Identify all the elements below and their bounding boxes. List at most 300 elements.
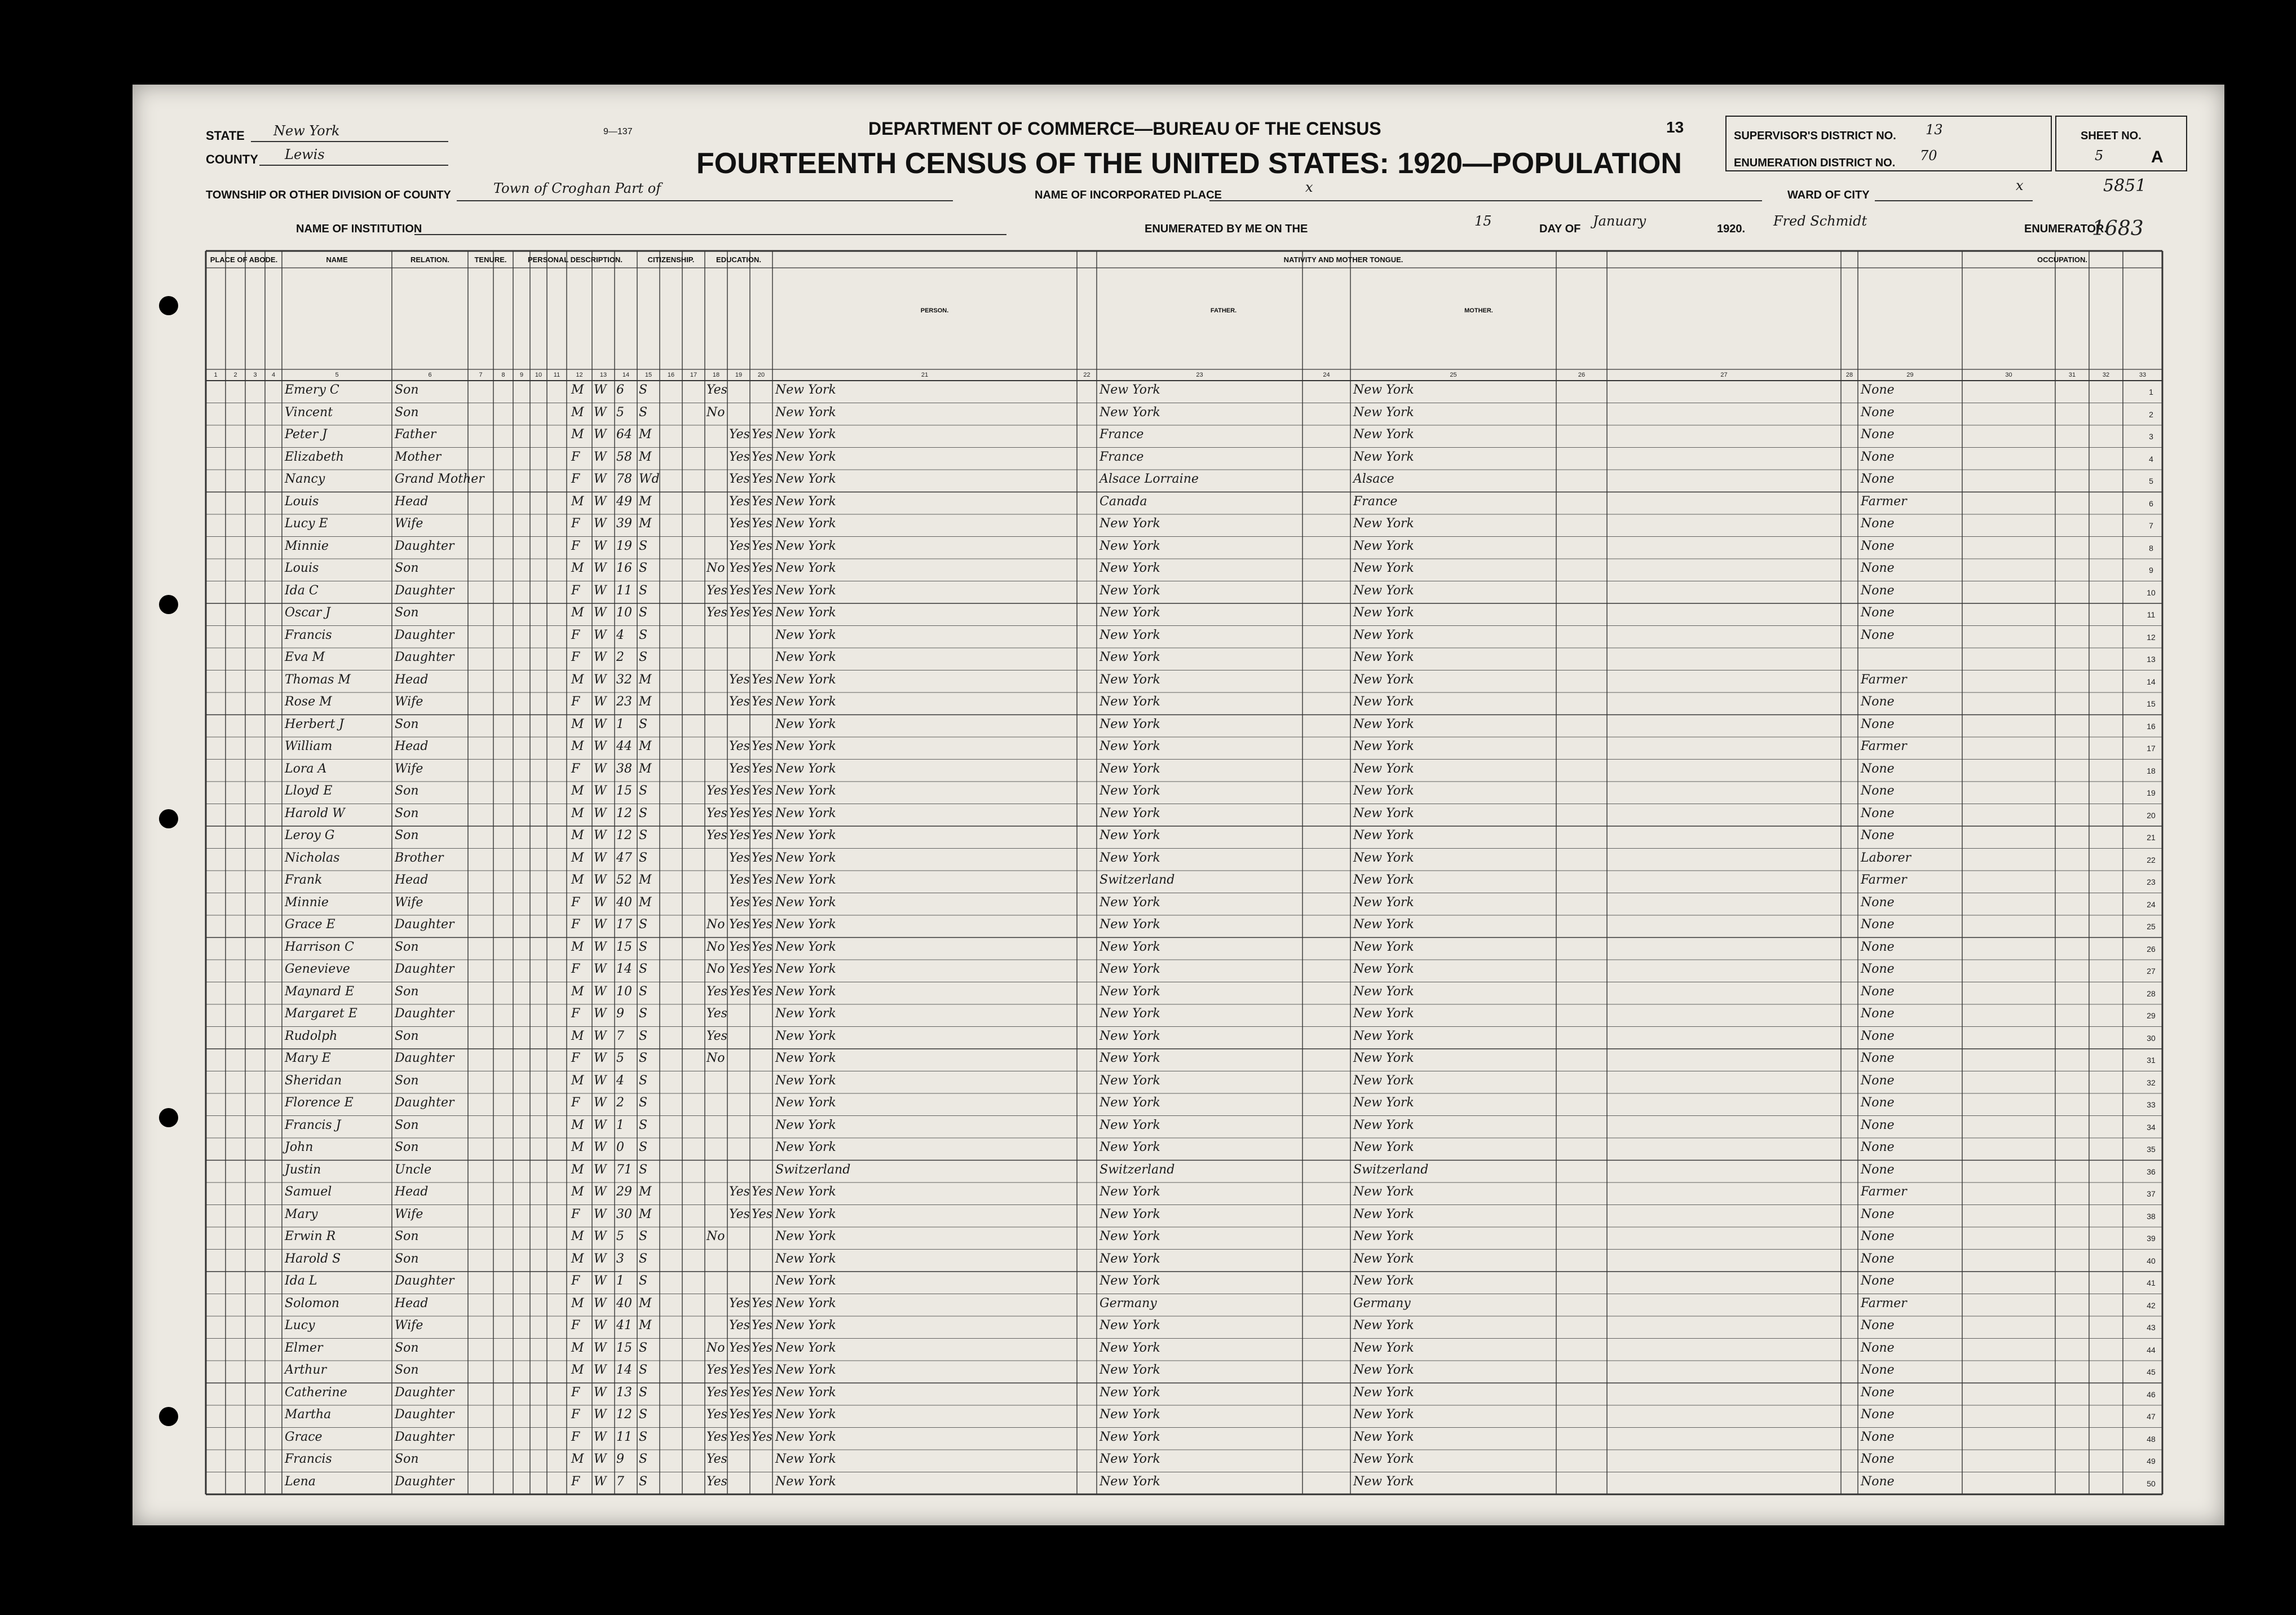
- punch-hole: [159, 1407, 178, 1426]
- read-cell: Yes: [729, 806, 750, 820]
- birthplace-cell: New York: [775, 784, 836, 798]
- write-cell: Yes: [752, 672, 772, 687]
- birthplace-cell: New York: [775, 828, 836, 842]
- mother-birthplace-cell: New York: [1353, 606, 1414, 620]
- mother-birthplace-cell: New York: [1353, 628, 1414, 642]
- father-birthplace-cell: New York: [1100, 917, 1160, 932]
- name-cell: Frank: [285, 873, 323, 887]
- marital-cell: M: [639, 1185, 652, 1199]
- relation-cell: Son: [395, 828, 419, 842]
- birthplace-cell: New York: [775, 628, 836, 642]
- race-cell: W: [594, 1429, 607, 1444]
- race-cell: W: [594, 1051, 607, 1065]
- marital-cell: S: [639, 561, 648, 575]
- relation-cell: Daughter: [395, 1429, 454, 1444]
- marital-cell: S: [639, 1251, 648, 1266]
- relation-cell: Wife: [395, 1207, 423, 1221]
- relation-cell: Son: [395, 383, 419, 397]
- marital-cell: S: [639, 1385, 648, 1400]
- school-cell: Yes: [707, 1474, 727, 1489]
- name-cell: Francis: [285, 628, 332, 642]
- occupation-cell: None: [1861, 784, 1895, 798]
- sex-cell: M: [571, 1229, 584, 1243]
- occupation-cell: None: [1861, 1096, 1895, 1110]
- sex-cell: M: [571, 1452, 584, 1466]
- sex-cell: F: [571, 695, 580, 709]
- incorporated-label: NAME OF INCORPORATED PLACE: [1035, 189, 1222, 201]
- name-cell: Catherine: [285, 1385, 347, 1400]
- name-cell: Minnie: [285, 895, 329, 910]
- row-number-right: 15: [2147, 699, 2156, 708]
- race-cell: W: [594, 1385, 607, 1400]
- mother-birthplace-cell: New York: [1353, 939, 1414, 954]
- race-cell: W: [594, 761, 607, 776]
- relation-cell: Head: [395, 494, 429, 509]
- sex-cell: F: [571, 650, 580, 664]
- column-number: 10: [535, 372, 542, 378]
- birthplace-cell: New York: [775, 650, 836, 664]
- relation-cell: Son: [395, 561, 419, 575]
- birthplace-cell: New York: [775, 1029, 836, 1043]
- race-cell: W: [594, 1207, 607, 1221]
- row-number-right: 48: [2147, 1434, 2156, 1444]
- relation-cell: Son: [395, 405, 419, 420]
- relation-cell: Father: [395, 427, 436, 442]
- occupation-cell: Farmer: [1861, 873, 1907, 887]
- occupation-cell: None: [1861, 472, 1895, 486]
- name-cell: Rose M: [285, 695, 332, 709]
- occupation-cell: None: [1861, 1340, 1895, 1355]
- birthplace-cell: New York: [775, 1385, 836, 1400]
- marital-cell: M: [639, 517, 652, 531]
- sex-cell: M: [571, 1296, 584, 1310]
- name-cell: Lora A: [285, 761, 327, 776]
- name-cell: Arthur: [285, 1363, 327, 1377]
- column-number: 33: [2139, 372, 2147, 378]
- name-cell: Elizabeth: [285, 449, 344, 464]
- school-cell: No: [707, 405, 725, 420]
- column-number: 15: [644, 372, 652, 378]
- mother-birthplace-cell: New York: [1353, 962, 1414, 976]
- age-cell: 9: [616, 1007, 624, 1021]
- race-cell: W: [594, 784, 607, 798]
- mother-birthplace-cell: New York: [1353, 1452, 1414, 1466]
- relation-cell: Daughter: [395, 1096, 454, 1110]
- father-birthplace-cell: New York: [1100, 695, 1160, 709]
- occupation-cell: None: [1861, 1474, 1895, 1489]
- write-cell: Yes: [752, 1318, 772, 1332]
- occupation-cell: None: [1861, 917, 1895, 932]
- school-cell: No: [707, 962, 725, 976]
- marital-cell: S: [639, 628, 648, 642]
- occupation-cell: None: [1861, 1318, 1895, 1332]
- age-cell: 15: [616, 784, 632, 798]
- marital-cell: S: [639, 1363, 648, 1377]
- race-cell: W: [594, 1407, 607, 1422]
- age-cell: 10: [616, 606, 632, 620]
- race-cell: W: [594, 1096, 607, 1110]
- birthplace-cell: New York: [775, 1096, 836, 1110]
- sex-cell: F: [571, 1274, 580, 1288]
- row-number-right: 17: [2147, 744, 2156, 753]
- column-number: 7: [479, 372, 483, 378]
- relation-cell: Son: [395, 1073, 419, 1088]
- occupation-cell: Laborer: [1861, 850, 1911, 865]
- row-number-right: 29: [2147, 1011, 2156, 1020]
- occupation-cell: None: [1861, 1207, 1895, 1221]
- marital-cell: S: [639, 1007, 648, 1021]
- marital-cell: M: [639, 739, 652, 753]
- father-birthplace-cell: New York: [1100, 672, 1160, 687]
- write-cell: Yes: [752, 850, 772, 865]
- read-cell: Yes: [729, 984, 750, 999]
- race-cell: W: [594, 472, 607, 486]
- race-cell: W: [594, 606, 607, 620]
- father-birthplace-cell: Alsace Lorraine: [1100, 472, 1199, 486]
- group-header: OCCUPATION.: [2037, 255, 2088, 264]
- race-cell: W: [594, 383, 607, 397]
- birthplace-cell: New York: [775, 1407, 836, 1422]
- school-cell: Yes: [707, 1007, 727, 1021]
- father-birthplace-cell: New York: [1100, 739, 1160, 753]
- read-cell: Yes: [729, 873, 750, 887]
- father-birthplace-cell: New York: [1100, 806, 1160, 820]
- mother-birthplace-cell: New York: [1353, 761, 1414, 776]
- marital-cell: S: [639, 917, 648, 932]
- read-cell: Yes: [729, 606, 750, 620]
- incorporated-line: [1209, 200, 1762, 201]
- write-cell: Yes: [752, 427, 772, 442]
- birthplace-cell: New York: [775, 1185, 836, 1199]
- row-number-right: 12: [2147, 632, 2156, 642]
- occupation-cell: None: [1861, 1029, 1895, 1043]
- relation-cell: Son: [395, 984, 419, 999]
- write-cell: Yes: [752, 1407, 772, 1422]
- father-birthplace-cell: New York: [1100, 405, 1160, 420]
- occupation-cell: None: [1861, 1274, 1895, 1288]
- mother-birthplace-cell: New York: [1353, 1118, 1414, 1132]
- name-cell: Francis: [285, 1452, 332, 1466]
- sex-cell: F: [571, 1007, 580, 1021]
- occupation-cell: None: [1861, 717, 1895, 731]
- occupation-cell: None: [1861, 583, 1895, 598]
- race-cell: W: [594, 1118, 607, 1132]
- row-number-right: 40: [2147, 1256, 2156, 1265]
- school-cell: No: [707, 1051, 725, 1065]
- age-cell: 13: [616, 1385, 632, 1400]
- school-cell: Yes: [707, 583, 727, 598]
- age-cell: 30: [616, 1207, 632, 1221]
- age-cell: 78: [616, 472, 632, 486]
- row-number-right: 1: [2149, 387, 2153, 396]
- occupation-cell: None: [1861, 806, 1895, 820]
- sex-cell: F: [571, 1096, 580, 1110]
- marital-cell: S: [639, 1274, 648, 1288]
- birthplace-cell: New York: [775, 1118, 836, 1132]
- occupation-cell: None: [1861, 828, 1895, 842]
- name-cell: Mary: [285, 1207, 318, 1221]
- age-cell: 9: [616, 1452, 624, 1466]
- relation-cell: Daughter: [395, 1385, 454, 1400]
- read-cell: Yes: [729, 517, 750, 531]
- write-cell: Yes: [752, 895, 772, 910]
- father-birthplace-cell: New York: [1100, 1274, 1160, 1288]
- row-number-right: 8: [2149, 543, 2153, 553]
- father-birthplace-cell: New York: [1100, 1429, 1160, 1444]
- age-cell: 0: [616, 1140, 624, 1154]
- column-number: 22: [1083, 372, 1090, 378]
- mother-birthplace-cell: New York: [1353, 449, 1414, 464]
- birthplace-cell: New York: [775, 583, 836, 598]
- name-cell: Oscar J: [285, 606, 331, 620]
- birthplace-cell: New York: [775, 717, 836, 731]
- county-line: [259, 165, 448, 166]
- father-birthplace-cell: New York: [1100, 939, 1160, 954]
- race-cell: W: [594, 628, 607, 642]
- occupation-cell: None: [1861, 405, 1895, 420]
- occupation-cell: None: [1861, 695, 1895, 709]
- occupation-cell: None: [1861, 1162, 1895, 1177]
- school-cell: Yes: [707, 383, 727, 397]
- read-cell: Yes: [729, 449, 750, 464]
- column-number: 26: [1578, 372, 1586, 378]
- school-cell: Yes: [707, 1429, 727, 1444]
- relation-cell: Wife: [395, 517, 423, 531]
- relation-cell: Daughter: [395, 583, 454, 598]
- father-birthplace-cell: New York: [1100, 517, 1160, 531]
- name-cell: John: [285, 1140, 314, 1154]
- sex-cell: F: [571, 583, 580, 598]
- group-header: NAME: [326, 255, 348, 264]
- mother-birthplace-cell: New York: [1353, 539, 1414, 553]
- birthplace-cell: New York: [775, 427, 836, 442]
- name-cell: Lena: [285, 1474, 316, 1489]
- sex-cell: F: [571, 449, 580, 464]
- marital-cell: S: [639, 962, 648, 976]
- read-cell: Yes: [729, 1407, 750, 1422]
- ward-value: x: [2016, 178, 2024, 193]
- sheet-letter: A: [2151, 148, 2163, 166]
- birthplace-cell: New York: [775, 561, 836, 575]
- group-header: EDUCATION.: [716, 255, 761, 264]
- birthplace-cell: New York: [775, 405, 836, 420]
- row-number-right: 45: [2147, 1367, 2156, 1376]
- row-number-right: 24: [2147, 899, 2156, 909]
- column-number: 27: [1720, 372, 1728, 378]
- relation-cell: Daughter: [395, 628, 454, 642]
- state-line: [251, 141, 448, 142]
- marital-cell: S: [639, 539, 648, 553]
- birthplace-cell: New York: [775, 850, 836, 865]
- sex-cell: F: [571, 1318, 580, 1332]
- age-cell: 23: [616, 695, 632, 709]
- occupation-cell: None: [1861, 1452, 1895, 1466]
- mother-birthplace-cell: New York: [1353, 895, 1414, 910]
- school-cell: No: [707, 561, 725, 575]
- name-cell: Florence E: [285, 1096, 354, 1110]
- enumeration-value: 70: [1920, 148, 1937, 164]
- father-birthplace-cell: New York: [1100, 1118, 1160, 1132]
- write-cell: Yes: [752, 583, 772, 598]
- column-number: 13: [599, 372, 607, 378]
- write-cell: Yes: [752, 449, 772, 464]
- birthplace-cell: New York: [775, 895, 836, 910]
- mother-birthplace-cell: New York: [1353, 784, 1414, 798]
- race-cell: W: [594, 1073, 607, 1088]
- school-cell: Yes: [707, 984, 727, 999]
- row-number-right: 25: [2147, 922, 2156, 931]
- age-cell: 52: [616, 873, 632, 887]
- occupation-cell: Farmer: [1861, 494, 1907, 509]
- marital-cell: M: [639, 1207, 652, 1221]
- father-birthplace-cell: New York: [1100, 539, 1160, 553]
- name-cell: Justin: [285, 1162, 321, 1177]
- occupation-cell: None: [1861, 895, 1895, 910]
- column-number: 31: [2068, 372, 2076, 378]
- row-number-right: 37: [2147, 1189, 2156, 1198]
- sex-cell: M: [571, 939, 584, 954]
- row-number-right: 19: [2147, 788, 2156, 797]
- father-birthplace-cell: New York: [1100, 1385, 1160, 1400]
- marital-cell: S: [639, 383, 648, 397]
- row-number-right: 31: [2147, 1056, 2156, 1065]
- sheet-label: SHEET NO.: [2081, 130, 2142, 142]
- row-number-right: 2: [2149, 409, 2153, 419]
- name-cell: Martha: [285, 1407, 332, 1422]
- enumerator-label: ENUMERATOR.: [2024, 223, 2108, 235]
- sex-cell: M: [571, 1073, 584, 1088]
- ward-line: [1875, 200, 2033, 201]
- school-cell: Yes: [707, 828, 727, 842]
- column-number: 25: [1450, 372, 1457, 378]
- relation-cell: Wife: [395, 895, 423, 910]
- row-number-right: 36: [2147, 1167, 2156, 1176]
- father-birthplace-cell: New York: [1100, 1474, 1160, 1489]
- age-cell: 19: [616, 539, 632, 553]
- occupation-cell: None: [1861, 1363, 1895, 1377]
- birthplace-cell: New York: [775, 939, 836, 954]
- age-cell: 40: [616, 1296, 632, 1310]
- row-number-right: 21: [2147, 833, 2156, 842]
- father-birthplace-cell: New York: [1100, 1251, 1160, 1266]
- mother-birthplace-cell: New York: [1353, 1385, 1414, 1400]
- occupation-cell: None: [1861, 606, 1895, 620]
- occupation-cell: None: [1861, 383, 1895, 397]
- nativity-subheader: FATHER.: [1210, 307, 1237, 314]
- birthplace-cell: New York: [775, 1296, 836, 1310]
- marital-cell: S: [639, 1407, 648, 1422]
- mother-birthplace-cell: New York: [1353, 1140, 1414, 1154]
- write-cell: Yes: [752, 873, 772, 887]
- name-cell: Ida L: [285, 1274, 317, 1288]
- sex-cell: F: [571, 628, 580, 642]
- write-cell: Yes: [752, 984, 772, 999]
- mother-birthplace-cell: New York: [1353, 1096, 1414, 1110]
- race-cell: W: [594, 806, 607, 820]
- read-cell: Yes: [729, 583, 750, 598]
- relation-cell: Wife: [395, 761, 423, 776]
- group-header: PLACE OF ABODE.: [210, 255, 278, 264]
- write-cell: Yes: [752, 517, 772, 531]
- marital-cell: S: [639, 717, 648, 731]
- write-cell: Yes: [752, 1363, 772, 1377]
- name-cell: Grace: [285, 1429, 323, 1444]
- column-number: 20: [757, 372, 765, 378]
- age-cell: 14: [616, 1363, 632, 1377]
- birthplace-cell: New York: [775, 984, 836, 999]
- column-number: 23: [1196, 372, 1203, 378]
- mother-birthplace-cell: New York: [1353, 695, 1414, 709]
- marital-cell: M: [639, 672, 652, 687]
- row-number-right: 34: [2147, 1122, 2156, 1132]
- relation-cell: Daughter: [395, 917, 454, 932]
- mother-birthplace-cell: New York: [1353, 427, 1414, 442]
- school-cell: Yes: [707, 1452, 727, 1466]
- name-cell: Nancy: [285, 472, 325, 486]
- name-cell: Herbert J: [285, 717, 344, 731]
- relation-cell: Daughter: [395, 650, 454, 664]
- age-cell: 44: [616, 739, 632, 753]
- father-birthplace-cell: New York: [1100, 1029, 1160, 1043]
- mother-birthplace-cell: New York: [1353, 717, 1414, 731]
- birthplace-cell: New York: [775, 672, 836, 687]
- mother-birthplace-cell: New York: [1353, 1340, 1414, 1355]
- punch-hole: [159, 595, 178, 614]
- write-cell: Yes: [752, 1429, 772, 1444]
- mother-birthplace-cell: Alsace: [1353, 472, 1394, 486]
- row-number-right: 33: [2147, 1100, 2156, 1109]
- sex-cell: M: [571, 984, 584, 999]
- marital-cell: S: [639, 1229, 648, 1243]
- father-birthplace-cell: France: [1100, 449, 1144, 464]
- father-birthplace-cell: New York: [1100, 561, 1160, 575]
- age-cell: 16: [616, 561, 632, 575]
- occupation-cell: None: [1861, 1251, 1895, 1266]
- name-cell: Peter J: [285, 427, 328, 442]
- punch-hole: [159, 809, 178, 828]
- mother-birthplace-cell: New York: [1353, 1051, 1414, 1065]
- name-cell: Sheridan: [285, 1073, 342, 1088]
- write-cell: Yes: [752, 1207, 772, 1221]
- nativity-subheader: PERSON.: [920, 307, 949, 314]
- sex-cell: F: [571, 761, 580, 776]
- birthplace-cell: Switzerland: [775, 1162, 851, 1177]
- occupation-cell: None: [1861, 1140, 1895, 1154]
- column-number: 16: [667, 372, 675, 378]
- sex-cell: M: [571, 717, 584, 731]
- relation-cell: Son: [395, 784, 419, 798]
- occupation-cell: None: [1861, 539, 1895, 553]
- row-number-right: 39: [2147, 1234, 2156, 1243]
- name-cell: Lloyd E: [285, 784, 333, 798]
- father-birthplace-cell: New York: [1100, 1363, 1160, 1377]
- race-cell: W: [594, 962, 607, 976]
- relation-cell: Son: [395, 1118, 419, 1132]
- relation-cell: Son: [395, 1340, 419, 1355]
- mother-birthplace-cell: New York: [1353, 1474, 1414, 1489]
- marital-cell: M: [639, 427, 652, 442]
- row-number-right: 50: [2147, 1479, 2156, 1488]
- relation-cell: Son: [395, 806, 419, 820]
- occupation-cell: None: [1861, 561, 1895, 575]
- school-cell: Yes: [707, 806, 727, 820]
- sex-cell: M: [571, 494, 584, 509]
- day-of-label: DAY OF: [1539, 223, 1581, 235]
- mother-birthplace-cell: New York: [1353, 850, 1414, 865]
- father-birthplace-cell: New York: [1100, 1318, 1160, 1332]
- read-cell: Yes: [729, 494, 750, 509]
- school-cell: Yes: [707, 1407, 727, 1422]
